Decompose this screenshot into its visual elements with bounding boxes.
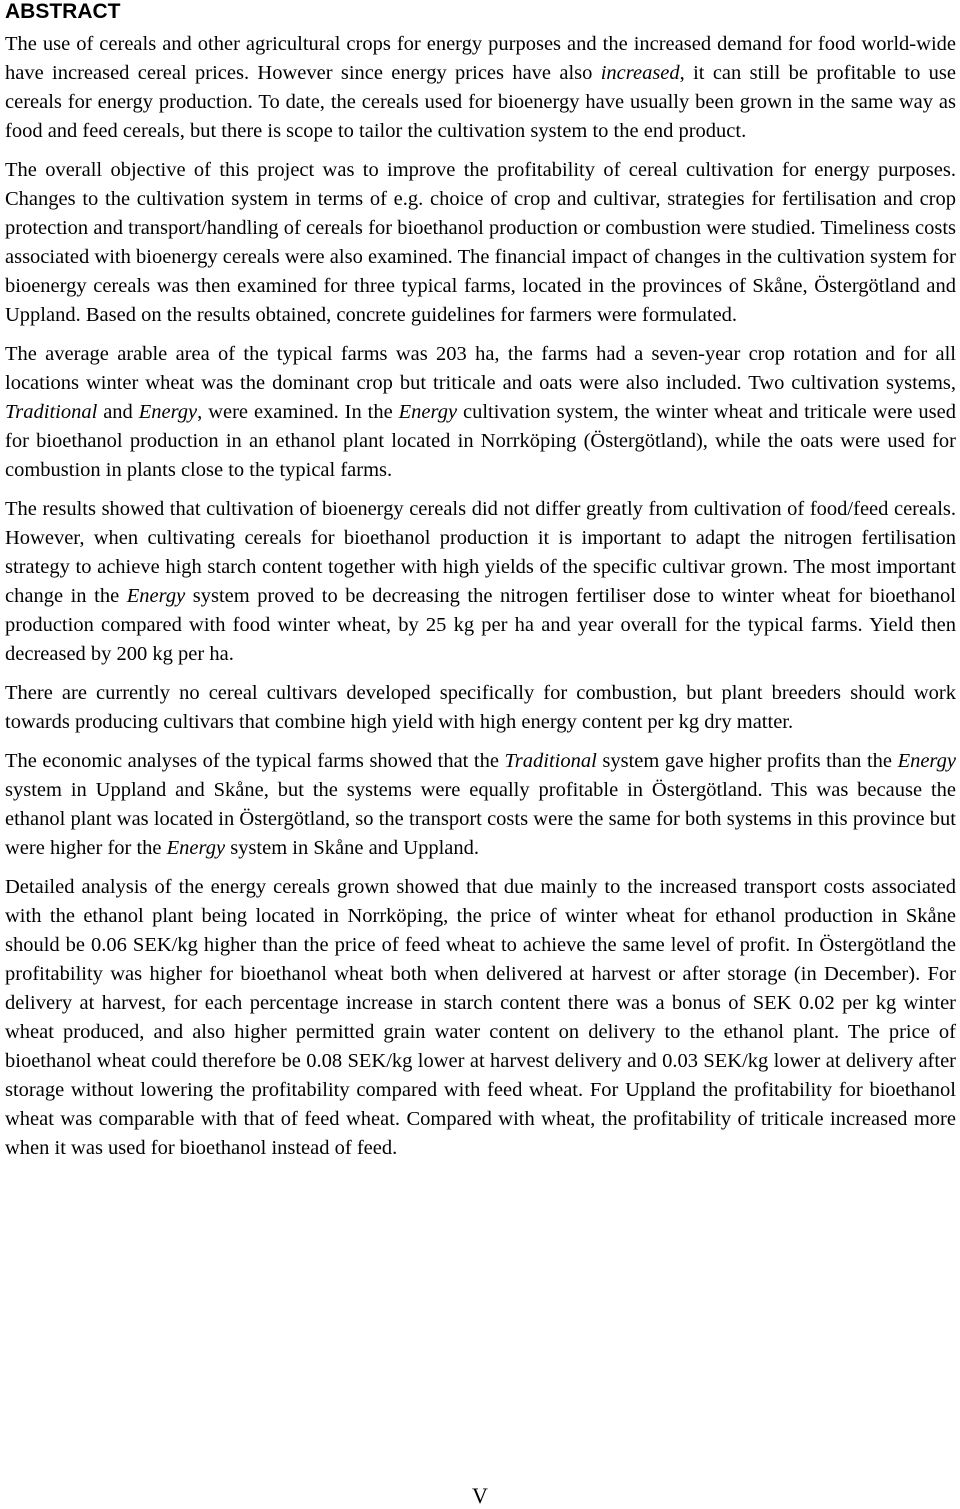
- italic-term: Energy: [398, 401, 458, 423]
- italic-term: Traditional: [5, 401, 98, 423]
- paragraph-6: [5, 747, 956, 863]
- italic-term: Energy: [126, 585, 186, 607]
- abstract-page: [5, 0, 956, 1173]
- paragraph-4: [5, 495, 956, 669]
- abstract-heading: ABSTRACT: [5, 0, 121, 23]
- italic-term: Energy: [138, 401, 198, 423]
- text-run: system in Uppland and Skåne, but the systems were equally profitable in Östergötland. This was because the ethanol plant was located in Östergötland, so the transport costs were the same for both systems in this province but were higher for the: [5, 779, 956, 859]
- text-run: The results showed that cultivation of bioenergy cereals did not differ greatly from cultivation of food/feed cereals. However, when cultivating cereals for bioethanol production it is important to adapt the nitrogen fertilisation strategy to achieve high starch content together with high yields of the specific cultivar grown. The most important change in the: [5, 498, 956, 607]
- text-run: The use of cereals and other agricultural crops for energy purposes and the increased demand for food world-wide have increased cereal prices. However since energy prices have also: [5, 33, 956, 84]
- paragraph-5: [5, 679, 956, 737]
- text-run: There are currently no cereal cultivars developed specifically for combustion, but plant breeders should work towards producing cultivars that combine high yield with high energy content per kg dry matter.: [5, 682, 956, 733]
- text-run: cultivation system, the winter wheat and triticale were used for bioethanol production in an ethanol plant located in Norrköping (Östergötland), while the oats were used for combustion in plants close to the typical farms.: [5, 401, 957, 481]
- text-run: The overall objective of this project was to improve the profitability of cereal cultivation for energy purposes. Changes to the cultivation system in terms of e.g. choice of crop and cultivar, strategies for fertilisation and crop protection and transport/handling of cereals for bioethanol production or combustion were studied. Timeliness costs associated with bioenergy cereals were also examined. The financial impact of changes in the cultivation system for bioenergy cereals was then examined for three typical farms, located in the provinces of Skåne, Östergötland and Uppland. Based on the results obtained, concrete guidelines for farmers were formulated.: [5, 159, 956, 326]
- text-run: system gave higher profits than the: [596, 750, 898, 772]
- text-run: Detailed analysis of the energy cereals grown showed that due mainly to the increased transport costs associated with the ethanol plant being located in Norrköping, the price of winter wheat for ethanol production in Skåne should be 0.06 SEK/kg higher than the price of feed wheat to achieve the same level of profit. In Östergötland the profitability was higher for bioethanol wheat both when delivered at harvest or after storage (in December). For delivery at harvest, for each percentage increase in starch content there was a bonus of SEK 0.02 per kg winter wheat produced, and also higher permitted grain water content on delivery to the ethanol plant. The price of bioethanol wheat could therefore be 0.08 SEK/kg lower at harvest delivery and 0.03 SEK/kg lower at delivery after storage without lowering the profitability compared with feed wheat. For Uppland the profitability for bioethanol wheat was comparable with that of feed wheat. Compared with wheat, the profitability of triticale increased more when it was used for bioethanol instead of feed.: [5, 876, 956, 1159]
- italic-term: Energy: [166, 837, 226, 859]
- page-number: V: [472, 1483, 488, 1508]
- paragraph-7: [5, 873, 956, 1163]
- text-run: system in Skåne and Uppland.: [225, 837, 480, 859]
- text-run: and: [97, 401, 139, 423]
- abstract-body: [5, 30, 956, 1163]
- text-run: The economic analyses of the typical farms showed that the: [5, 750, 505, 772]
- paragraph-3: [5, 340, 956, 485]
- text-run: The average arable area of the typical farms was 203 ha, the farms had a seven-year crop rotation and for all locations winter wheat was the dominant crop but triticale and oats were also included. Two cultivation systems,: [5, 343, 956, 394]
- italic-term: Energy: [897, 750, 956, 772]
- italic-term: increased: [600, 62, 680, 84]
- paragraph-1: [5, 30, 956, 146]
- text-run: , it can still be profitable to use cereals for energy production. To date, the cereals used for bioenergy have usually been grown in the same way as food and feed cereals, but there is scope to tailor the cultivation system to the end product.: [5, 62, 956, 142]
- text-run: , were examined. In the: [197, 401, 399, 423]
- text-run: system proved to be decreasing the nitrogen fertiliser dose to winter wheat for bioethanol production compared with food winter wheat, by 25 kg per ha and year overall for the typical farms. Yield then decreased by 200 kg per ha.: [5, 585, 957, 665]
- paragraph-2: [5, 156, 956, 330]
- italic-term: Traditional: [504, 750, 597, 772]
